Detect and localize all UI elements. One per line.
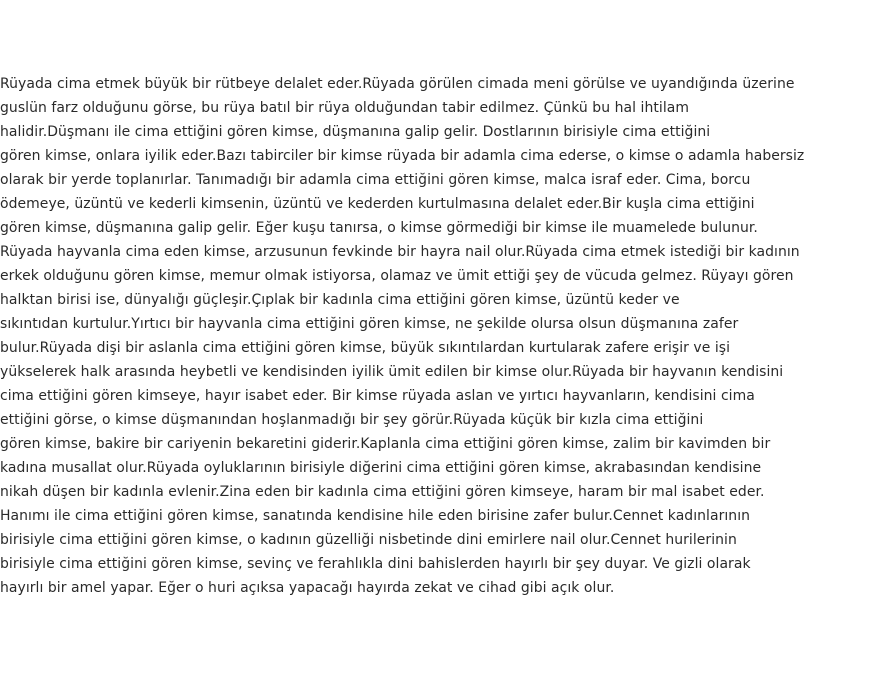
text-line: hayırlı bir amel yapar. Eğer o huri açıksa yapacağı hayırda zekat ve cihad gibi açık olur.: [0, 580, 615, 596]
text-line: cima ettiğini gören kimseye, hayır isabet eder. Bir kimse rüyada aslan ve yırtıcı hayvanların, kendisini cima: [0, 388, 755, 404]
text-line: birisiyle cima ettiğini gören kimse, sevinç ve ferahlıkla dini bahislerden hayırlı bir şey duyar. Ve gizli olarak: [0, 556, 751, 572]
text-line: yükselerek halk arasında heybetli ve kendisinden iyilik ümit edilen bir kimse olur.Rüyada bir hayvanın kendisini: [0, 364, 784, 380]
text-line: sıkıntıdan kurtulur.Yırtıcı bir hayvanla cima ettiğini gören kimse, ne şekilde olursa olsun düşmanına zafer: [0, 316, 739, 332]
text-line: Rüyada hayvanla cima eden kimse, arzusunun fevkinde bir hayra nail olur.Rüyada cima etmek istediği bir kadının: [0, 244, 800, 260]
text-line: erkek olduğunu gören kimse, memur olmak istiyorsa, olamaz ve ümit ettiği şey de vücuda gelmez. Rüyayı gören: [0, 268, 794, 284]
text-line: birisiyle cima ettiğini gören kimse, o kadının güzelliği nisbetinde dini emirlere nail olur.Cennet hurilerinin: [0, 532, 737, 548]
text-line: guslün farz olduğunu görse, bu rüya batıl bir rüya olduğundan tabir edilmez. Çünkü bu hal ihtilam: [0, 100, 690, 116]
text-line: ödemeye, üzüntü ve kederli kimsenin, üzüntü ve kederden kurtulmasına delalet eder.Bir kuşla cima ettiğini: [0, 196, 755, 212]
text-line: gören kimse, bakire bir cariyenin bekaretini giderir.Kaplanla cima ettiğini gören kimse, zalim bir kavimden bir: [0, 436, 771, 452]
text-line: gören kimse, düşmanına galip gelir. Eğer kuşu tanırsa, o kimse görmediği bir kimse ile muamelede bulunur.: [0, 220, 758, 236]
text-line: halidir.Düşmanı ile cima ettiğini gören kimse, düşmanına galip gelir. Dostlarının birisiyle cima ettiğini: [0, 124, 711, 140]
text-line: bulur.Rüyada dişi bir aslanla cima ettiğini gören kimse, büyük sıkıntılardan kurtularak zafere erişir ve işi: [0, 340, 731, 356]
text-line: Rüyada cima etmek büyük bir rütbeye delalet eder.Rüyada görülen cimada meni görülse ve uyandığında üzerine: [0, 76, 795, 92]
text-line: ettiğini görse, o kimse düşmanından hoşlanmadığı bir şey görür.Rüyada küçük bir kızla cima ettiğini: [0, 412, 704, 428]
text-line: kadına musallat olur.Rüyada oyluklarının birisiyle diğerini cima ettiğini gören kimse, akrabasından kendisine: [0, 460, 762, 476]
article-body: [0, 72, 880, 600]
text-line: nikah düşen bir kadınla evlenir.Zina eden bir kadınla cima ettiğini gören kimseye, haram bir mal isabet eder.: [0, 484, 765, 500]
text-line: olarak bir yerde toplanırlar. Tanımadığı bir adamla cima ettiğini gören kimse, malca israf eder. Cima, borcu: [0, 172, 751, 188]
text-line: gören kimse, onlara iyilik eder.Bazı tabirciler bir kimse rüyada bir adamla cima ederse, o kimse o adamla habersiz: [0, 148, 805, 164]
text-line: Hanımı ile cima ettiğini gören kimse, sanatında kendisine hile eden birisine zafer bulur.Cennet kadınlarının: [0, 508, 751, 524]
text-line: halktan birisi ise, dünyalığı güçleşir.Çıplak bir kadınla cima ettiğini gören kimse, üzüntü keder ve: [0, 292, 680, 308]
